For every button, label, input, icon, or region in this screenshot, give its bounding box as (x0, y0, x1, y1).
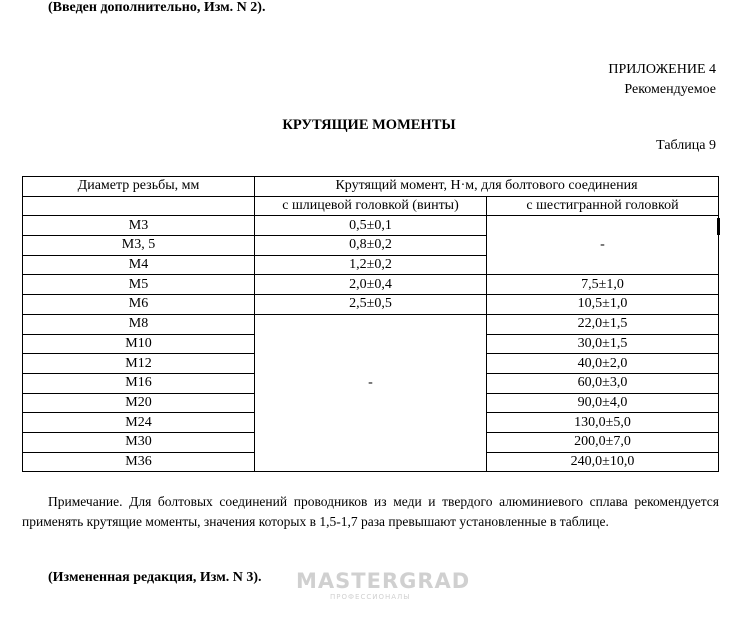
table-row (23, 216, 719, 236)
cell-diameter: М8 (23, 314, 255, 334)
cell-hex-torque: 90,0±4,0 (487, 393, 719, 413)
table-row (23, 354, 719, 374)
cursor-marker (717, 218, 720, 235)
cell-diameter: М36 (23, 452, 255, 472)
table-row (23, 393, 719, 413)
table-row (23, 452, 719, 472)
cell-hex-torque: 130,0±5,0 (487, 413, 719, 433)
cell-diameter: М24 (23, 413, 255, 433)
table-row (23, 314, 719, 334)
watermark-subtitle: ПРОФЕССИОНАЛЫ (330, 593, 411, 601)
amendment-note-bottom: (Измененная редакция, Изм. N 3). (48, 570, 262, 585)
table-row (23, 255, 719, 275)
cell-diameter: М20 (23, 393, 255, 413)
table-number: Таблица 9 (656, 138, 716, 153)
table-row (23, 413, 719, 433)
watermark-logo: MASTERGRAD (296, 569, 471, 593)
cell-hex-torque: 22,0±1,5 (487, 314, 719, 334)
header-hex: с шестигранной головкой (487, 196, 719, 216)
cell-hex-torque (487, 255, 719, 275)
cell-diameter: М30 (23, 432, 255, 452)
header-torque-group: Крутящий момент, Н·м, для болтового соединения (255, 177, 719, 197)
cell-slotted-torque (255, 314, 487, 334)
appendix-status: Рекомендуемое (624, 82, 716, 97)
torque-table (22, 176, 719, 472)
appendix-label: ПРИЛОЖЕНИЕ 4 (608, 62, 716, 77)
table-row (23, 236, 719, 256)
cell-hex-torque: 40,0±2,0 (487, 354, 719, 374)
table-row (23, 275, 719, 295)
cell-hex-torque: 10,5±1,0 (487, 295, 719, 315)
table-row (23, 334, 719, 354)
amendment-note-top: (Введен дополнительно, Изм. N 2). (48, 0, 266, 15)
document-title: КРУТЯЩИЕ МОМЕНТЫ (282, 117, 456, 133)
cell-slotted-torque (255, 413, 487, 433)
cell-hex-torque: 60,0±3,0 (487, 373, 719, 393)
cell-diameter: М4 (23, 255, 255, 275)
cell-slotted-torque: 2,5±0,5 (255, 295, 487, 315)
cell-slotted-torque: 1,2±0,2 (255, 255, 487, 275)
cell-diameter: М6 (23, 295, 255, 315)
table-header-row (23, 177, 719, 197)
header-diameter-empty (23, 196, 255, 216)
cell-slotted-torque (255, 432, 487, 452)
cell-diameter: М12 (23, 354, 255, 374)
cell-slotted-torque: - (255, 373, 487, 393)
cell-hex-torque: 240,0±10,0 (487, 452, 719, 472)
cell-hex-torque: 200,0±7,0 (487, 432, 719, 452)
cell-diameter: М3, 5 (23, 236, 255, 256)
cell-diameter: М5 (23, 275, 255, 295)
table-subheader-row (23, 196, 719, 216)
cell-hex-torque: 30,0±1,5 (487, 334, 719, 354)
cell-hex-torque: 7,5±1,0 (487, 275, 719, 295)
cell-diameter: М10 (23, 334, 255, 354)
header-slotted: с шлицевой головкой (винты) (255, 196, 487, 216)
appendix-header (608, 60, 716, 100)
cell-slotted-torque: 0,5±0,1 (255, 216, 487, 236)
cell-slotted-torque (255, 393, 487, 413)
cell-slotted-torque (255, 354, 487, 374)
cell-hex-torque (487, 216, 719, 236)
table-body (23, 216, 719, 472)
header-diameter: Диаметр резьбы, мм (23, 177, 255, 197)
table-note: Примечание. Для болтовых соединений проводников из меди и твердого алюминиевого сплава рекомендуется применять крутящие моменты, значения которых в 1,5-1,7 раза превышают установленные в таблице. (22, 494, 719, 529)
cell-slotted-torque: 0,8±0,2 (255, 236, 487, 256)
cell-slotted-torque (255, 334, 487, 354)
cell-diameter: М3 (23, 216, 255, 236)
cell-hex-torque: - (487, 236, 719, 256)
cell-slotted-torque: 2,0±0,4 (255, 275, 487, 295)
cell-slotted-torque (255, 452, 487, 472)
cell-diameter: М16 (23, 373, 255, 393)
table-row (23, 295, 719, 315)
table-row (23, 373, 719, 393)
table-row (23, 432, 719, 452)
